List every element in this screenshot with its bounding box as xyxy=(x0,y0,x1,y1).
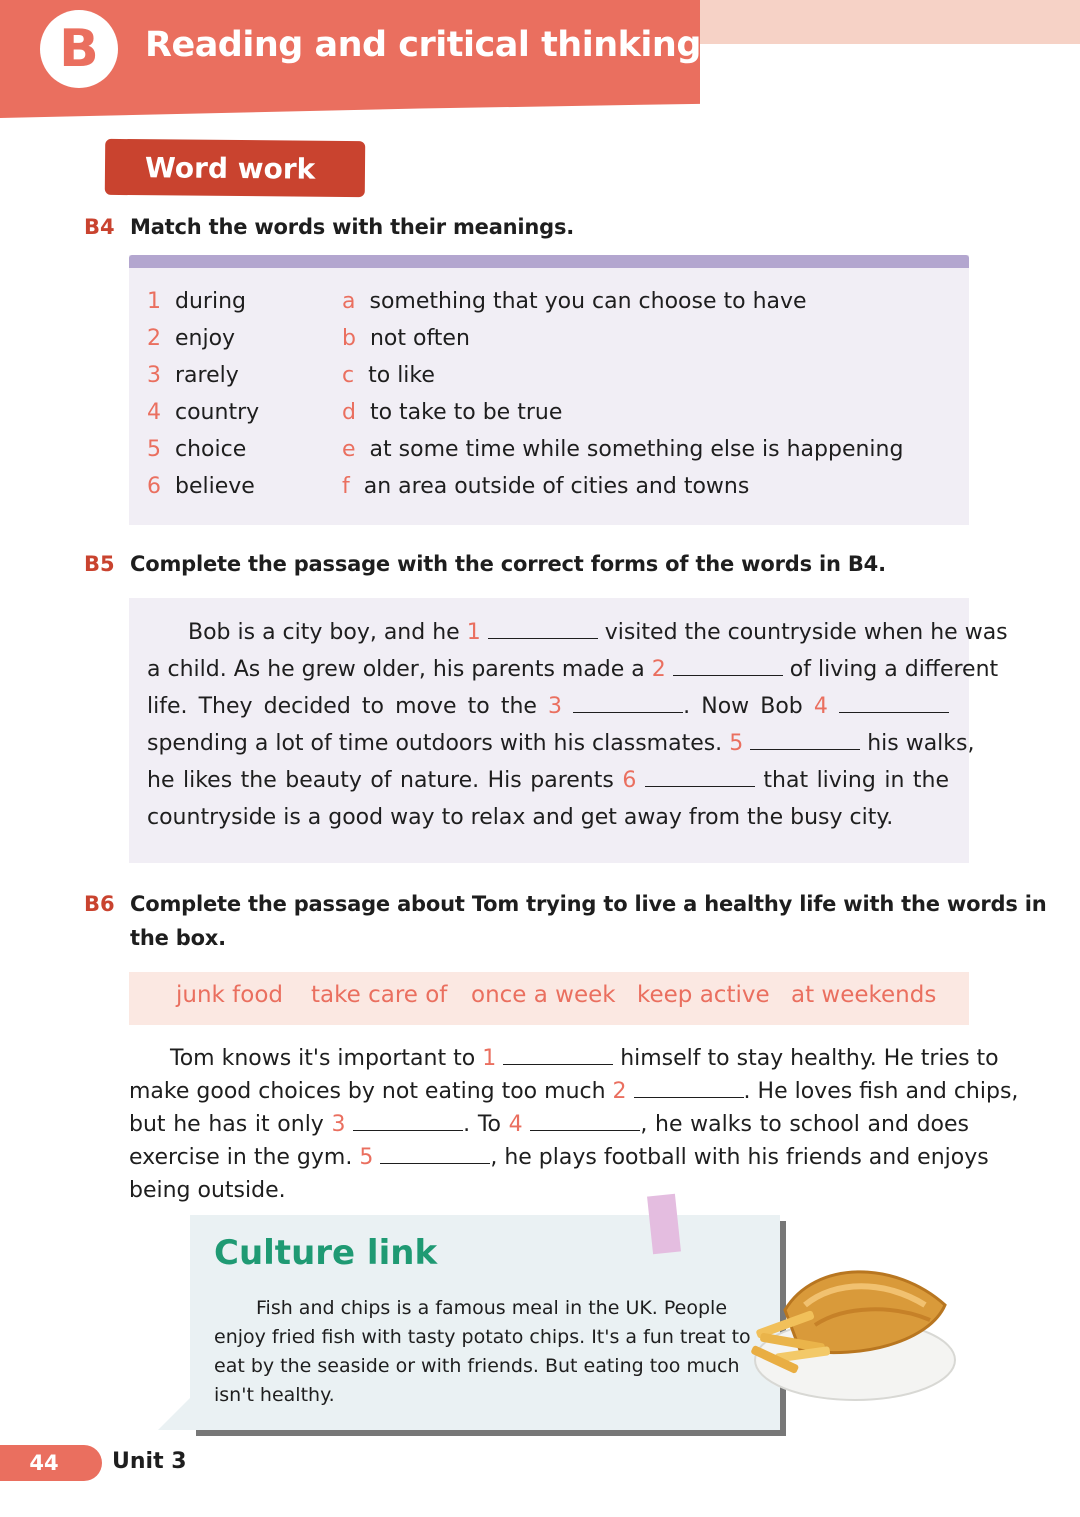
b4-match-box xyxy=(129,255,969,525)
culture-line: enjoy fried fish with tasty potato chips. It's a fun treat to xyxy=(214,1326,751,1348)
answer-blank[interactable] xyxy=(634,1079,744,1098)
page-number: 44 xyxy=(0,1445,102,1481)
answer-blank[interactable] xyxy=(673,657,783,676)
b6-line: being outside. xyxy=(129,1178,286,1203)
answer-blank[interactable] xyxy=(353,1112,463,1131)
section-badge xyxy=(40,10,118,88)
word-item: 4 country xyxy=(147,400,260,425)
answer-blank[interactable] xyxy=(380,1145,490,1164)
word-work-tab: Word work xyxy=(105,139,365,197)
b6-line: but he has it only 3 . To 4 , he walks to school and does xyxy=(129,1112,970,1137)
answer-blank[interactable] xyxy=(530,1112,640,1131)
answer-blank[interactable] xyxy=(839,694,949,713)
b6-instruction-line1: Complete the passage about Tom trying to live a healthy life with the words in xyxy=(130,892,1047,916)
b5-line: spending a lot of time outdoors with his classmates. 5 his walks, xyxy=(147,731,975,756)
b5-line: Bob is a city boy, and he 1 visited the countryside when he was xyxy=(188,620,1008,645)
b4-label: B4 xyxy=(84,215,115,239)
b4-instruction: Match the words with their meanings. xyxy=(130,215,575,239)
word-box-item: take care of xyxy=(311,982,448,1008)
word-item: 5 choice xyxy=(147,437,247,462)
page-title: Reading and critical thinking xyxy=(145,25,701,65)
word-box-item: junk food xyxy=(176,982,284,1008)
answer-blank[interactable] xyxy=(503,1046,613,1065)
culture-link-title: Culture link xyxy=(214,1233,438,1273)
culture-link-card xyxy=(190,1215,780,1430)
word-box-item: once a week xyxy=(471,982,616,1008)
meaning-item: e at some time while something else is happening xyxy=(342,437,904,462)
unit-label: Unit 3 xyxy=(112,1449,187,1474)
b5-instruction: Complete the passage with the correct forms of the words in B4. xyxy=(130,552,886,576)
word-item: 3 rarely xyxy=(147,363,239,388)
culture-line: isn't healthy. xyxy=(214,1384,335,1406)
word-box-item: keep active xyxy=(637,982,770,1008)
tape-decoration xyxy=(647,1194,681,1255)
header-strip xyxy=(700,0,1080,44)
word-item: 2 enjoy xyxy=(147,326,236,351)
answer-blank[interactable] xyxy=(750,731,860,750)
b5-line: he likes the beauty of nature. His parents 6 that living in the xyxy=(147,768,950,793)
culture-line: Fish and chips is a famous meal in the UK. People xyxy=(256,1297,728,1319)
b4-box-header-bar xyxy=(129,255,969,268)
answer-blank[interactable] xyxy=(488,620,598,639)
b6-label: B6 xyxy=(84,892,115,916)
b6-line: make good choices by not eating too much 2 . He loves fish and chips, xyxy=(129,1079,1019,1104)
b5-line: countryside is a good way to relax and get away from the busy city. xyxy=(147,805,894,830)
meaning-item: c to like xyxy=(342,363,435,388)
meaning-item: f an area outside of cities and towns xyxy=(342,474,750,499)
b5-line: a child. As he grew older, his parents made a 2 of living a different xyxy=(147,657,999,682)
word-item: 6 believe xyxy=(147,474,255,499)
fish-and-chips-image xyxy=(745,1250,965,1410)
answer-blank[interactable] xyxy=(645,768,755,787)
meaning-item: b not often xyxy=(342,326,470,351)
b6-line: Tom knows it's important to 1 himself to stay healthy. He tries to xyxy=(170,1046,999,1071)
meaning-item: d to take to be true xyxy=(342,400,563,425)
word-box-item: at weekends xyxy=(791,982,937,1008)
b5-passage-box xyxy=(129,598,1008,863)
b6-word-box xyxy=(129,972,969,1025)
culture-line: eat by the seaside or with friends. But eating too much xyxy=(214,1355,740,1377)
b5-label: B5 xyxy=(84,552,115,576)
section-badge-letter: B xyxy=(59,19,99,79)
meaning-item: a something that you can choose to have xyxy=(342,289,807,314)
b6-line: exercise in the gym. 5 , he plays football with his friends and enjoys xyxy=(129,1145,989,1170)
b6-instruction-line2: the box. xyxy=(130,926,226,950)
answer-blank[interactable] xyxy=(573,694,683,713)
word-item: 1 during xyxy=(147,289,246,314)
b5-line: life. They decided to move to the 3 . Now Bob 4 xyxy=(147,694,949,719)
